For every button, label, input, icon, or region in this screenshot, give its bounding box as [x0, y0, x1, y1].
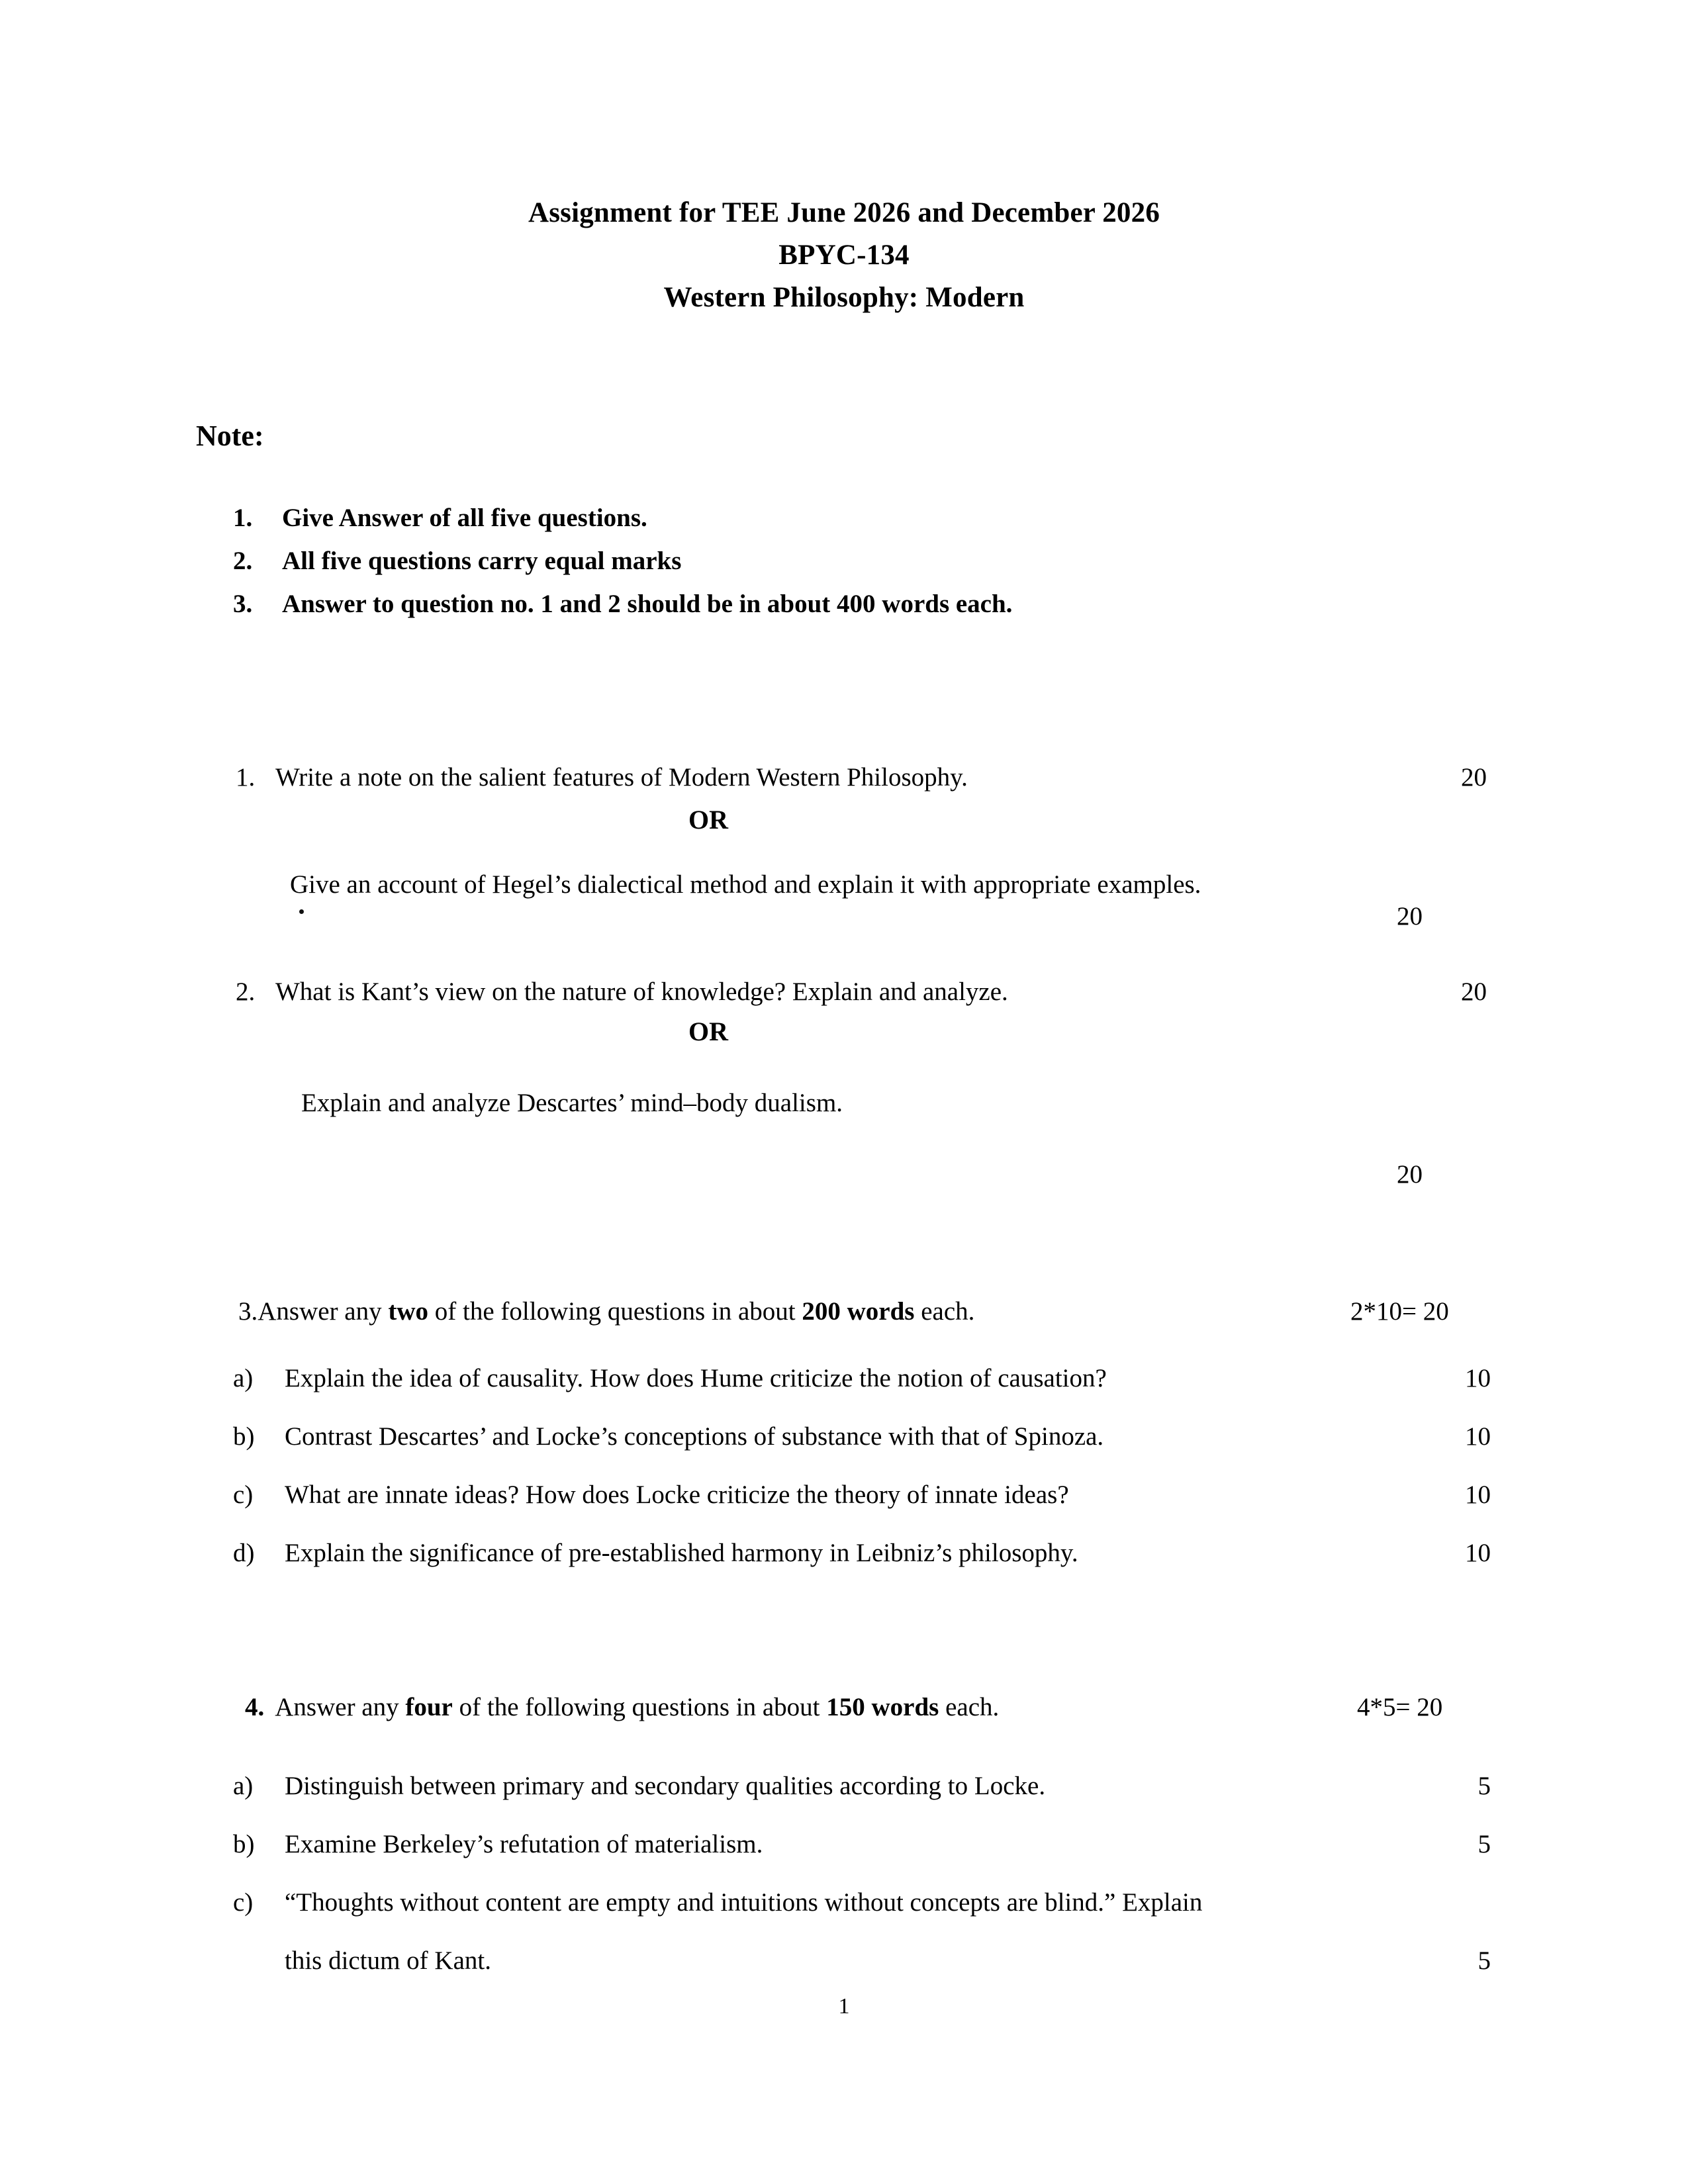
question-3-item-c	[233, 1475, 1491, 1516]
note-item-text: Answer to question no. 1 and 2 should be in about 400 words each.	[282, 590, 1013, 618]
question-2-alternative-marks: 20	[1397, 1160, 1423, 1189]
question-3-item-b-text: Contrast Descartes’ and Locke’s conceptions of substance with that of Spinoza.	[285, 1422, 1104, 1451]
question-4-item-b-marks: 5	[1477, 1830, 1491, 1858]
note-item	[233, 539, 1491, 582]
question-4-item-b-text: Examine Berkeley’s refutation of materialism.	[285, 1830, 763, 1858]
question-2-marks: 20	[1461, 978, 1487, 1006]
question-4-lead-post: each.	[939, 1693, 1000, 1721]
question-3-lead-post: each.	[914, 1297, 975, 1326]
question-3-item-d-label: d)	[233, 1539, 255, 1567]
question-4-item-c	[233, 1882, 1491, 1923]
question-4-lead-pre: Answer any	[275, 1693, 406, 1721]
question-4-marks: 4*5= 20	[1357, 1693, 1443, 1721]
question-4-item-c-continuation	[285, 1940, 1491, 1981]
question-1-alternative-marks: 20	[1397, 902, 1423, 931]
question-2-alternative-text: Explain and analyze Descartes’ mind–body dualism.	[301, 1089, 843, 1117]
note-item	[233, 496, 1491, 539]
course-code: BPYC-134	[778, 240, 910, 271]
document-header	[0, 192, 1688, 319]
question-1	[236, 760, 1487, 796]
question-3-wordcount-bold: 200 words	[802, 1297, 915, 1326]
question-2	[236, 974, 1487, 1010]
question-4-wordcount-bold: 150 words	[826, 1693, 939, 1721]
question-3-item-a-marks: 10	[1465, 1364, 1491, 1392]
question-3-item-c-marks: 10	[1465, 1480, 1491, 1509]
question-3-marks: 2*10= 20	[1350, 1297, 1449, 1326]
question-3-lead	[238, 1294, 1489, 1330]
question-3-item-a-label: a)	[233, 1364, 254, 1392]
question-3-lead-mid: of the following questions in about	[428, 1297, 802, 1326]
page-number: 1	[838, 1994, 850, 2019]
note-item-text: Give Answer of all five questions.	[282, 504, 647, 532]
question-4-item-b	[233, 1824, 1491, 1865]
question-1-number: 1.	[236, 763, 256, 792]
question-3-count-bold: two	[388, 1297, 429, 1326]
note-item	[233, 582, 1491, 625]
question-3-item-b-label: b)	[233, 1422, 255, 1451]
question-3-item-b	[233, 1416, 1491, 1457]
question-1-alternative-text: Give an account of Hegel’s dialectical method and explain it with appropriate examples.	[290, 870, 1201, 899]
question-4-item-b-label: b)	[233, 1830, 255, 1858]
note-item-number: 2.	[233, 547, 253, 575]
question-3-item-d-marks: 10	[1465, 1539, 1491, 1567]
question-3-item-a-text: Explain the idea of causality. How does Hume criticize the notion of causation?	[285, 1364, 1107, 1392]
question-4-item-a	[233, 1766, 1491, 1807]
question-3-item-b-marks: 10	[1465, 1422, 1491, 1451]
question-3-item-a	[233, 1358, 1491, 1399]
note-item-number: 3.	[233, 590, 253, 618]
question-3-item-d	[233, 1533, 1491, 1574]
question-3-item-c-label: c)	[233, 1480, 254, 1509]
question-4-lead	[245, 1690, 1489, 1725]
assignment-title-line-1: Assignment for TEE June 2026 and December 2026	[528, 197, 1160, 228]
note-list	[233, 496, 1491, 625]
question-3-number: 3.	[238, 1297, 258, 1326]
question-4-item-c-label: c)	[233, 1888, 254, 1917]
question-2-number: 2.	[236, 978, 256, 1006]
question-4-item-a-label: a)	[233, 1772, 254, 1800]
note-item-text: All five questions carry equal marks	[282, 547, 682, 575]
question-4-item-c-marks: 5	[1477, 1946, 1491, 1975]
question-2-or-separator: OR	[688, 1017, 728, 1046]
note-item-number: 1.	[233, 504, 253, 532]
question-2-text: What is Kant’s view on the nature of knowledge? Explain and analyze.	[275, 978, 1008, 1006]
question-1-marks: 20	[1461, 763, 1487, 792]
note-label: Note:	[196, 420, 264, 452]
question-3-lead-pre: Answer any	[258, 1297, 389, 1326]
question-3-item-d-text: Explain the significance of pre-established harmony in Leibniz’s philosophy.	[285, 1539, 1078, 1567]
question-3-item-c-text: What are innate ideas? How does Locke criticize the theory of innate ideas?	[285, 1480, 1069, 1509]
question-4-item-a-text: Distinguish between primary and secondary qualities according to Locke.	[285, 1772, 1046, 1800]
stray-mark	[299, 909, 304, 914]
question-1-text: Write a note on the salient features of Modern Western Philosophy.	[275, 763, 968, 792]
question-4-count-bold: four	[405, 1693, 453, 1721]
question-1-or-separator: OR	[688, 805, 728, 835]
course-title: Western Philosophy: Modern	[663, 282, 1025, 313]
question-4-item-c-text: “Thoughts without content are empty and intuitions without concepts are blind.” Explain	[285, 1888, 1203, 1917]
question-4-number: 4.	[245, 1693, 265, 1721]
question-4-item-a-marks: 5	[1477, 1772, 1491, 1800]
question-4-item-c-text-cont: this dictum of Kant.	[285, 1946, 491, 1975]
question-4-lead-mid: of the following questions in about	[452, 1693, 827, 1721]
